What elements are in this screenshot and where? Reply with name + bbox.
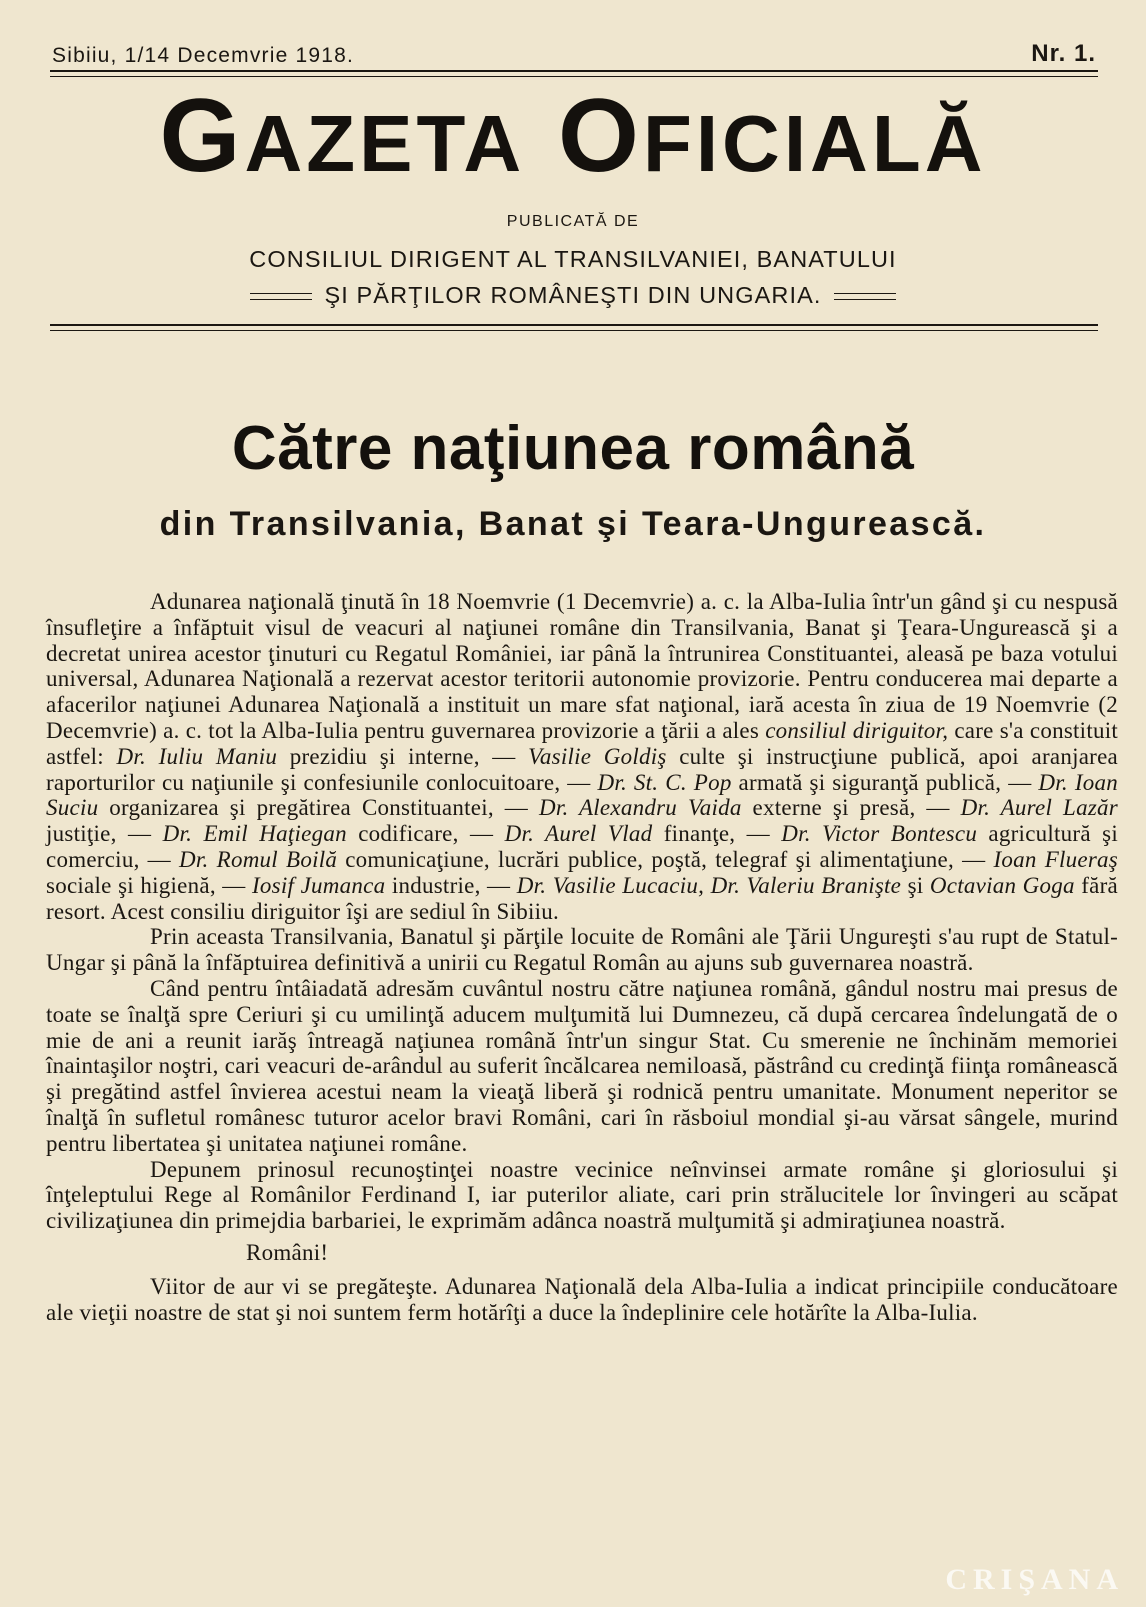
- ornament-dash-left: [250, 293, 312, 300]
- paragraph-5: Viitor de aur vi se pregăteşte. Adunarea Naţională dela Alba-Iulia a indicat principiile conducătoare ale vieţii noastre de stat şi noi suntem ferm hotărîţi a duce la îndeplinire cele hotărîte la Alba-Iulia.: [46, 1273, 1118, 1325]
- masthead-initial-g: G: [159, 78, 245, 194]
- masthead-rule: [50, 324, 1098, 331]
- salutation: Români!: [246, 1239, 329, 1265]
- dateline: Sibiiu, 1/14 Decemvrie 1918.: [52, 44, 355, 67]
- article-subheadline: din Transilvania, Banat şi Teara-Ungurească.: [159, 505, 987, 543]
- article-body: [46, 589, 1118, 1325]
- masthead-ficiala: FICIALĂ: [642, 99, 987, 188]
- masthead-azeta: AZETA: [244, 99, 526, 188]
- paragraph-2: Prin aceasta Transilvania, Banatul şi părţile locuite de Români ale Ţării Ungureşti s'au rupt de Statul-Ungar şi până la înfăptuirea definitivă a unirii cu Regatul Român au ajuns sub guvernarea noastră.: [46, 924, 1118, 976]
- council-line-1: CONSILIUL DIRIGENT AL TRANSILVANIEI, BANATULUI: [249, 246, 897, 272]
- issue-number: Nr. 1.: [1031, 40, 1096, 67]
- watermark-logo: CRIŞANA: [945, 1563, 1124, 1596]
- header-line: [52, 38, 1096, 68]
- masthead-title: [0, 78, 1146, 194]
- masthead-initial-o: O: [558, 78, 643, 194]
- header-rule: [50, 70, 1098, 77]
- paragraph-1: Adunarea naţională ţinută în 18 Noemvrie (1 Decemvrie) a. c. la Alba-Iulia într'un gând şi cu nespusă însufleţire a înfăptuit visul de veacuri al naţiunei române din Transilvania, Banat şi Ţeara-Ungurească şi a decretat unirea acestor ţinuturi cu Regatul României, iar până la întrunirea Constituantei, aleasă pe baza votului universal, Adunarea Naţională a rezervat acestor teritorii autonomie provizorie. Pentru conducerea mai departe a afacerilor naţiunei Adunarea Naţională a instituit un mare sfat naţional, iară acesta în ziua de 19 Noemvrie (2 Decemvrie) a. c. tot la Alba-Iulia pentru guvernarea provizorie a ţării a ales consiliul diriguitor, care s'a constituit astfel: Dr. Iuliu Maniu prezidiu şi interne, — Vasilie Goldiş culte şi instrucţiune publică, apoi aranjarea raporturilor cu naţiunile şi confesiunile conlocuitoare, — Dr. St. C. Pop armată şi siguranţă publică, — Dr. Ioan Suciu organizarea şi pregătirea Constituantei, — Dr. Alexandru Vaida externe şi presă, — Dr. Aurel Lazăr justiţie, — Dr. Emil Haţiegan codificare, — Dr. Aurel Vlad finanţe, — Dr. Victor Bontescu agricultură şi comerciu, — Dr. Romul Boilă comunicaţiune, lucrări publice, poştă, telegraf şi alimentaţiune, — Ioan Flueraş sociale şi higienă, — Iosif Jumanca industrie, — Dr. Vasilie Lucaciu, Dr. Valeriu Branişte şi Octavian Goga fără resort. Acest consiliu diriguitor îşi are sediul în Sibiiu.: [46, 589, 1119, 924]
- ornament-dash-right: [834, 293, 896, 300]
- council-line-2: [0, 282, 1146, 309]
- paragraph-4: Depunem prinosul recunoştinţei noastre vecinice neînvinsei armate române şi gloriosului şi înţeleptului Rege al Românilor Ferdinand I, iar puterilor aliate, cari prin strălucitele lor învingeri au scăpat civilizaţiunea din primejdia barbariei, le exprimăm adânca noastră mulţumită şi admiraţiunea noastră.: [46, 1156, 1118, 1234]
- paragraph-3: Când pentru întâiadată adresăm cuvântul nostru către naţiunea română, gândul nostru mai presus de toate se înalţă spre Ceriuri şi cu umilinţă aducem mulţumită lui Dumnezeu, că după cercarea îndelungată de o mie de ani a reunit iarăş întreagă naţiunea română într'un singur Stat. Cu smerenie ne închinăm memoriei înaintaşilor noştri, cari veacuri de-arândul au suferit încălcarea nemiloasă, păstrând cu credinţă fiinţa românească şi pregătind astfel învierea acestui neam la vieaţă liberă şi rodnică pentru umanitate. Monument neperitor se înalţă în sufletul românesc tuturor acelor bravi Români, cari în răsboiul mondial şi-au vărsat sângele, murind pentru libertatea şi unitatea naţiunei române.: [46, 975, 1118, 1156]
- article-headline: Către naţiunea română: [231, 414, 915, 483]
- council-line-2-text: ŞI PĂRŢILOR ROMÂNEŞTI DIN UNGARIA.: [324, 282, 822, 308]
- published-by: PUBLICATĂ DE: [506, 213, 640, 230]
